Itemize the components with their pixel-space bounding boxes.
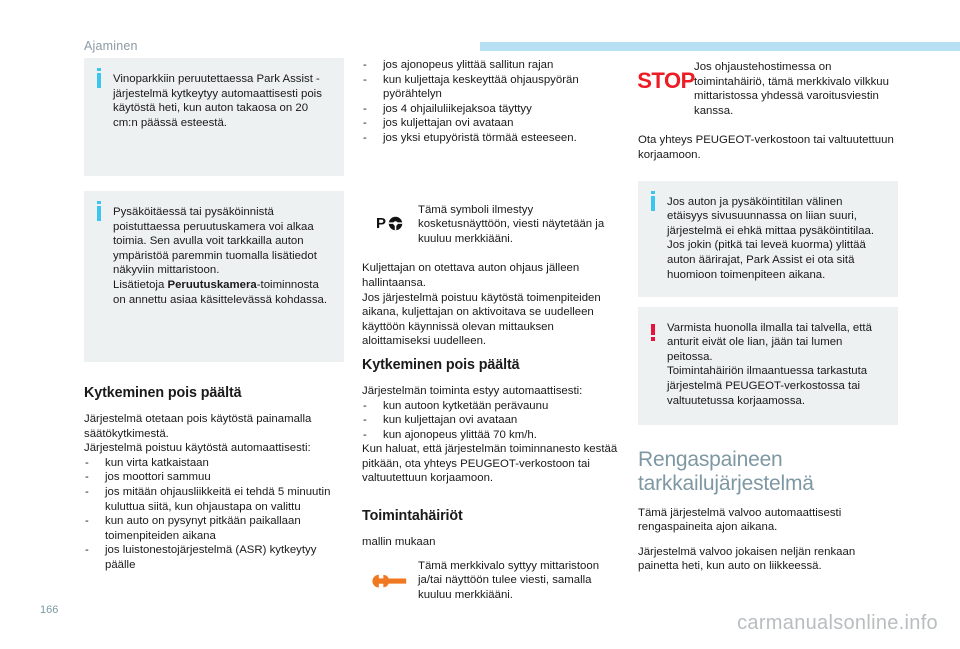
column-right [638,58,898,574]
column-middle [362,58,622,602]
content-columns [0,58,960,601]
list-item: - jos moottori sammuu [84,470,344,485]
callout-warning-sensors [638,307,898,425]
warning-icon [650,321,667,340]
callout-text-primary: Varmista huonolla ilmalla tai talvella, että anturit eivät ole lian, jään tai lumen peitossa. [667,321,872,363]
callout-info-reversing-camera [84,191,344,362]
page-header [0,38,960,58]
paragraph-dealer-contact: Kun haluat, että järjestelmän toiminnanesto kestää pitkään, ota yhteys PEUGEOT-verkostoon tai valtuutettuun korjaamoon. [362,443,618,485]
stop-label: STOP [637,68,695,93]
callout-text: Jos auton ja pysäköintitilan välinen etäisyys sivusuunnassa on liian suuri, järjestelmä ei ehkä mittaa pysäköintitilaa. Jos jokin (pitkä tai leveä kuorma) ylittää auton äärirajat, Park Assist ei ota sitä huomioon toimenpiteen aikana. [667,195,875,281]
page-number: 166 [40,604,59,616]
p-letter: P [375,214,386,232]
list-item: - jos ajonopeus ylittää sallitun rajan [362,58,622,73]
list-item: - jos mitään ohjausliikkeitä ei tehdä 5 minuutin kuluttua siitä, kun ohjaustapa on valittu [84,485,344,514]
list-inhibit-conditions [362,399,622,443]
paragraph-1: Järjestelmä otetaan pois käytöstä painamalla säätökytkimestä. [84,413,312,440]
paragraph-tpms-1: Tämä järjestelmä valvoo automaattisesti rengaspaineita ajon aikana. [638,506,842,534]
list-item: - jos kuljettajan ovi avataan [362,116,622,131]
list-item: - jos 4 ohjailuliikejaksoa täyttyy [362,102,622,117]
symbol-text: Tämä merkkivalo syttyy mittaristoon ja/tai näyttöön tulee viesti, samalla kuuluu merkkiääni. [418,559,600,601]
list-item: - kun kuljettajan ovi avataan [362,413,622,428]
paragraph-2: Järjestelmä poistuu käytöstä automaattisesti: [84,442,311,455]
heading-toimintahairiot: Toimintahäiriöt [362,508,463,525]
list-item: - jos luistonestojärjestelmä (ASR) kytkeytyy päälle [84,543,344,572]
callout-text-primary: Pysäköitäessä tai pysäköinnistä poistuttaessa peruutuskamera voi alkaa toimia. Sen avulla voit tarkkailla auton ympäristöä paremmin tuomalla lisätiedot näkyviin mittaristoon. [113,206,317,277]
list-item: - kun ajonopeus ylittää 70 km/h. [362,428,622,443]
callout-info-park-assist [84,58,344,176]
list-item: - jos yksi etupyöristä törmää esteeseen. [362,131,622,146]
list-top-conditions [362,58,622,146]
callout-text-secondary-bold: Peruutuskamera [167,278,257,291]
callout-text-secondary: Toimintahäiriön ilmaantuessa tarkastuta järjestelmä PEUGEOT-verkostossa tai valtuutetussa korjaamossa. [667,365,868,407]
info-icon [96,205,113,226]
paragraph-inhibit: Järjestelmän toiminta estyy automaattisesti: [362,384,583,397]
symbol-text: Jos ohjaustehostimessa on toimintahäiriö, tämä merkkivalo vilkkuu mittaristossa yhdessä varoitusviestin kanssa. [694,61,889,117]
paragraph-reactivation: Jos järjestelmä poistuu käytöstä toimenpiteiden aikana, kuljettajan on aktivoitava se uudelleen käyttöön käynnissä olevan mittauksen aloittamiseksi uudelleen. [362,291,601,348]
page-title-rengaspaineen: Rengaspaineen tarkkailujärjestelmä [638,447,814,495]
list-item: - kun kuljettaja keskeyttää ohjauspyörän pyörähtelyn [362,73,622,102]
callout-info-parking-space [638,181,898,297]
list-item: - kun autoon kytketään perävaunu [362,399,622,414]
list-deactivation-conditions [84,456,344,573]
list-item: - kun virta katkaistaan [84,456,344,471]
symbol-row-stop [638,58,898,118]
paragraph-driver-control: Kuljettajan on otettava auton ohjaus jälleen hallintaansa. [362,262,580,289]
paragraph-mallin-mukaan: mallin mukaan [362,536,436,549]
header-rule [480,42,960,51]
list-item: - kun auto on pysynyt pitkään paikallaan toimenpiteiden aikana [84,514,344,543]
symbol-row-warning-lamp [362,559,622,603]
symbol-text: Tämä symboli ilmestyy kosketusnäyttöön, viesti näytetään ja kuuluu merkkiääni. [418,203,605,245]
stop-icon [638,60,694,92]
heading-kytkeminen-pois-paalta-1: Kytkeminen pois päältä [84,385,242,401]
watermark: carmanualsonline.info [737,612,938,634]
wrench-icon [362,559,418,591]
steering-wheel-glyph [387,215,404,232]
wrench-glyph [372,571,408,591]
heading-kytkeminen-pois-paalta-2: Kytkeminen pois päältä [362,356,520,373]
section-title: Ajaminen [84,39,138,53]
info-icon [96,72,113,93]
paragraph-contact-dealer: Ota yhteys PEUGEOT-verkostoon tai valtuutettuun korjaamoon. [638,134,894,161]
info-icon [650,195,667,216]
callout-text: Vinoparkkiin peruutettaessa Park Assist -järjestelmä kytkeytyy automaattisesti pois käytöstä heti, kun auton takaosa on 20 cm:n päässä esteestä. [113,73,322,129]
symbol-row-touchscreen [362,203,622,247]
p-steering-wheel-icon [362,203,418,232]
column-left [84,58,344,573]
callout-text-secondary-prefix: Lisätietoja [113,278,168,291]
paragraph-tpms-2: Järjestelmä valvoo jokaisen neljän renkaan painetta heti, kun auto on liikkeessä. [638,545,856,573]
callout-text-secondary-suffix: -toiminnosta on annettu asiaa käsittelevässä kohdassa. [113,278,328,306]
